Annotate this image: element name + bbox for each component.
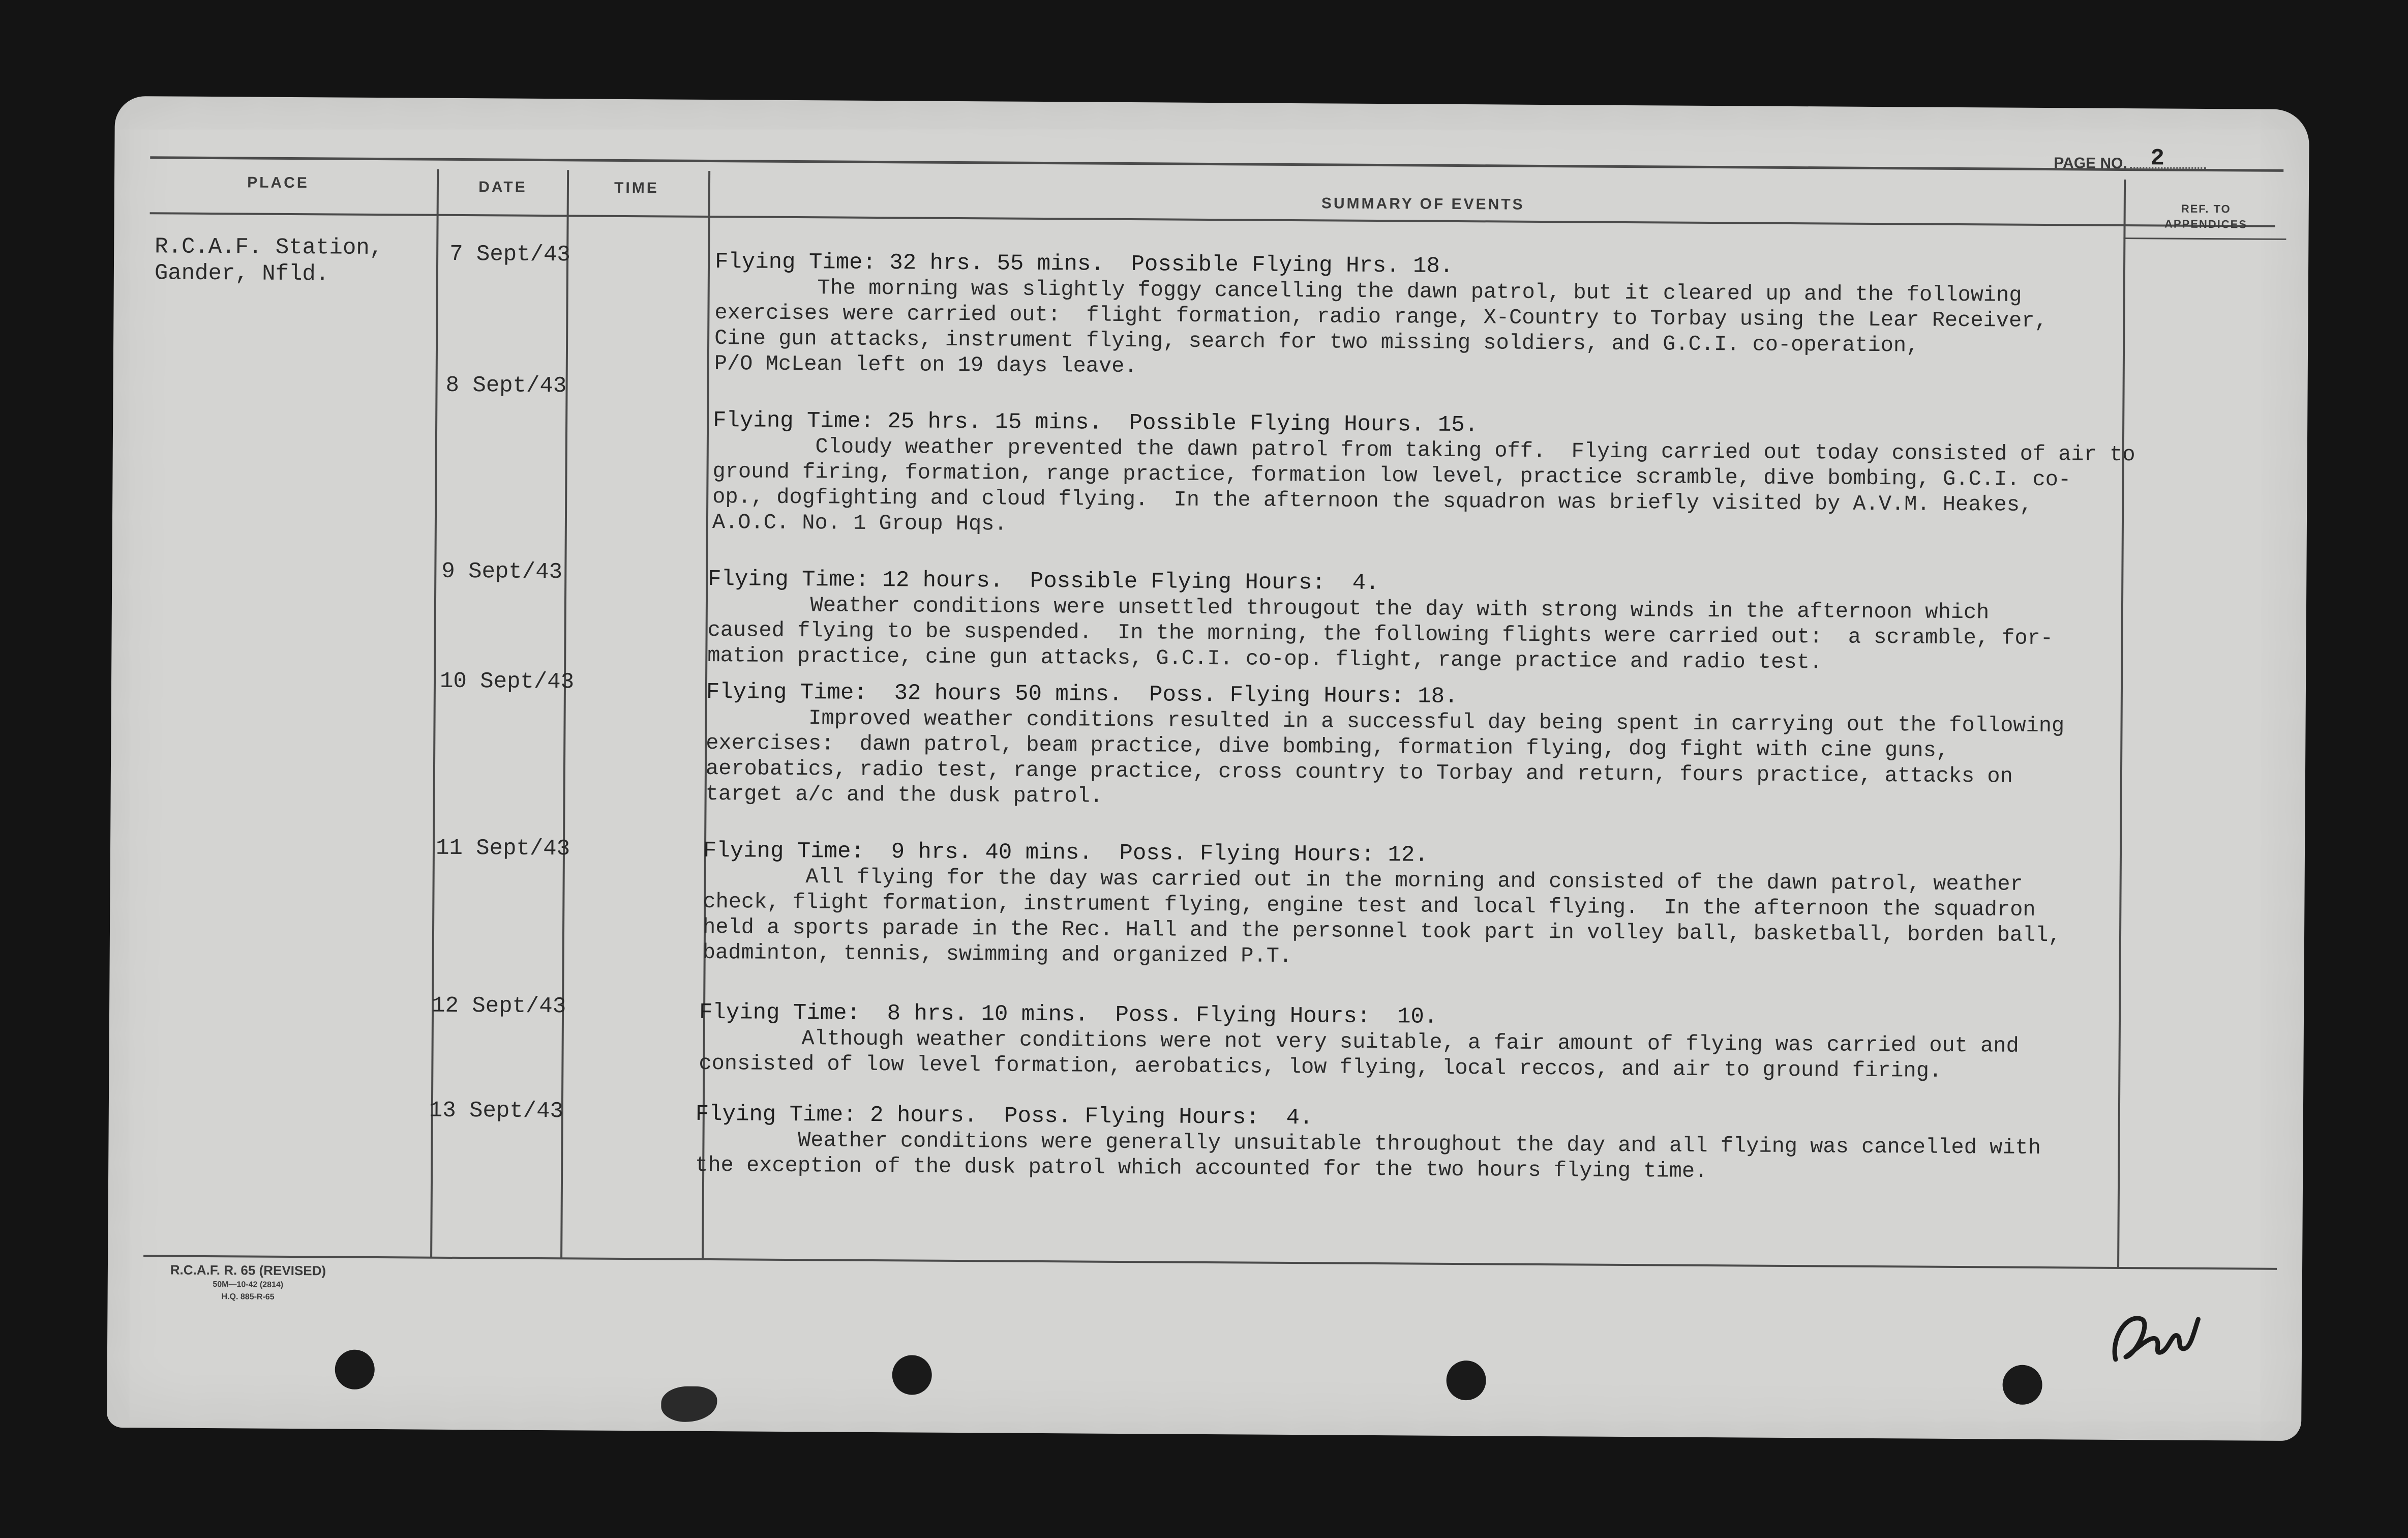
entry-date: 13 Sept/43 [429, 1098, 564, 1125]
summary-header: SUMMARY OF EVENTS [1321, 195, 1525, 213]
entry-summary: All flying for the day was carried out in the morning and consisted of the dawn patrol, weather check, flight formation, instrument flying, engine test and local flying. In the afternoon the squadron held a sports parade in the Rec. Hall and the personnel took part in volley ball, basketball, borden ball, badminton, tennis, swimming and organized P.T. [702, 864, 2061, 969]
page-number: 2 [2150, 145, 2165, 172]
page-number-label: PAGE NO. [2054, 155, 2207, 173]
entry-summary: Improved weather conditions resulted in a successful day being spent in carrying out the following exercises: dawn patrol, beam practice, dive bombing, formation flying, dog fight with cine guns, aerobatics, radio test, range practice, cross country to Torbay and return, fours practice, attacks on target a/c and the dusk patrol. [705, 705, 2065, 809]
entry-date: 8 Sept/43 [445, 372, 567, 399]
binder-hole [2002, 1365, 2042, 1405]
form-identifier: R.C.A.F. R. 65 (REVISED) 50M—10-42 (2814) H.Q. 885-R-65 [170, 1262, 326, 1302]
binder-hole [335, 1350, 375, 1389]
date-time-divider [560, 170, 569, 1258]
entry-summary: The morning was slightly foggy cancelling the dawn patrol, but it cleared up and the following exercises were carried out: flight formation, radio range, X-Country to Torbay using the Lear Receiver, Cine gun attacks, instrument flying, search for two missing soldiers, and G.C.I. co-operation, P/O McLean left on 19 days leave. [714, 275, 2048, 379]
ref-appendices-header: REF. TO APPENDICES [2164, 202, 2248, 231]
entry-summary: Although weather conditions were not very suitable, a fair amount of flying was carried out and consisted of low level formation, aerobatics, low flying, local reccos, and air to ground firing. [699, 1025, 2019, 1083]
entry-date: 11 Sept/43 [435, 835, 570, 862]
flying-time-heading: Flying Time: 9 hrs. 40 mins. Poss. Flying Hours: 12. [703, 838, 1428, 868]
binder-hole [892, 1355, 931, 1395]
top-rule [150, 156, 2283, 172]
flying-time-heading: Flying Time: 8 hrs. 10 mins. Poss. Flying Hours: 10. [699, 999, 1438, 1030]
flying-time-heading: Flying Time: 2 hours. Poss. Flying Hours: 4. [695, 1101, 1313, 1131]
date-header: DATE [478, 179, 527, 196]
entry-date: 7 Sept/43 [449, 241, 570, 268]
entry-summary: Weather conditions were unsettled througout the day with strong winds in the afternoon which caused flying to be suspended. In the morning, the following flights were carried out: a scramble, for- mation practice, cine gun attacks, G.C.I. co-op. flight, range practice and radio test. [707, 592, 2054, 675]
entry-summary: Weather conditions were generally unsuitable throughout the day and all flying was cancelled with the exception of the dusk patrol which accounted for the two hours flying time. [695, 1127, 2041, 1184]
ink-blot [661, 1386, 717, 1422]
handwritten-initials [2105, 1298, 2203, 1370]
flying-time-heading: Flying Time: 12 hours. Possible Flying Hours: 4. [708, 566, 1379, 597]
entry-summary: Cloudy weather prevented the dawn patrol from taking off. Flying carried out today consisted of air to ground firing, formation, range practice, formation low level, practice scramble, dive bombing, G.C.I. co- op., dogfighting and cloud flying. In the afternoon the squadron was briefly visited by A.V.M. Heakes, A.O.C. No. 1 Group Hqs. [712, 434, 2135, 537]
binder-hole [1446, 1360, 1486, 1400]
entry-13-sept [695, 1102, 2119, 1187]
entry-date: 12 Sept/43 [431, 993, 566, 1020]
entry-8-sept [712, 408, 2177, 544]
flying-time-heading: Flying Time: 32 hrs. 55 mins. Possible Flying Hrs. 18. [714, 249, 1454, 279]
diary-card [107, 96, 2309, 1441]
flying-time-heading: Flying Time: 25 hrs. 15 mins. Possible Flying Hours. 15. [713, 408, 1479, 438]
place-text: R.C.A.F. Station, Gander, Nfld. [154, 234, 383, 287]
place-header: PLACE [247, 174, 309, 192]
header-rule-right [2123, 238, 2286, 240]
place-date-divider [430, 169, 439, 1258]
entry-9-sept [707, 567, 2131, 677]
bottom-rule [143, 1255, 2277, 1270]
entry-11-sept [703, 838, 2127, 974]
entry-12-sept [699, 1000, 2123, 1085]
flying-time-heading: Flying Time: 32 hours 50 mins. Poss. Flying Hours: 18. [706, 679, 1458, 709]
time-header: TIME [614, 179, 659, 197]
entry-date: 10 Sept/43 [439, 668, 575, 695]
entry-date: 9 Sept/43 [441, 558, 563, 585]
entry-7-sept [714, 249, 2139, 385]
entry-10-sept [706, 679, 2130, 815]
